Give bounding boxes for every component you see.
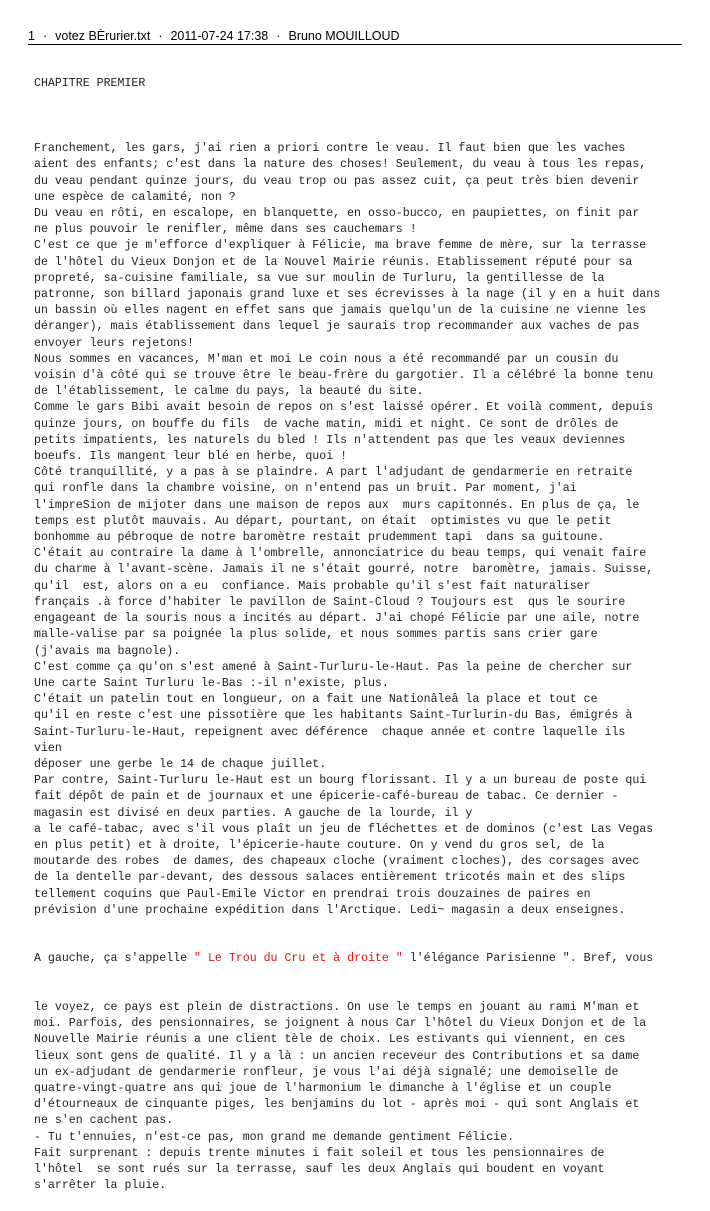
text-line: ne plus pouvoir le renifler, même dans ses cauchemars ! — [34, 223, 417, 237]
text-line: Fait surprenant : depuis trente minutes i fait soleil et tous les pensionnaires de — [34, 1146, 605, 1160]
text-line: quatre-vingt-quatre ans qui joue de l'harmonium le dimanche à l'église et un couple — [34, 1081, 612, 1095]
text-line: bonhomme au pébroque de notre baromètre restait prudemment tapi dans sa guitoune. — [34, 531, 605, 545]
text-line: Nous sommes en vacances, M'man et moi Le coin nous a été recommandé par un cousin du — [34, 352, 619, 366]
text-line: qu'il en reste c'est une pissotière que les habitants Saint-Turlurin-du Bas, émigrés à — [34, 709, 633, 723]
page-number: 1 — [28, 29, 35, 43]
text-line: Côté tranquillité, y a pas à se plaindre. A part l'adjudant de gendarmerie en retraite — [34, 466, 633, 480]
text-line: moutarde des robes de dames, des chapeaux cloche (vraiment cloches), des corsages avec — [34, 855, 640, 869]
text-line: Nouvelle Mairie réunis a une client tèle de choix. Les estivants qui viennent, en ces — [34, 1033, 626, 1047]
text-line: l'impreSion de mijoter dans une maison de repos aux murs capitonnés. En plus de ça, le — [34, 498, 640, 512]
text-line: boeufs. Ils mangent leur blé en herbe, quoi ! — [34, 450, 348, 464]
text-line: un ex-adjudant de gendarmerie ronfleur, je vous l'ai déjà signalé; une demoiselle de — [34, 1065, 619, 1079]
page-header: 1 · votez BÈrurier.txt · 2011-07-24 17:38 · Bruno MOUILLOUD — [28, 29, 400, 43]
text-line: Franchement, les gars, j'ai rien a priori contre le veau. Il faut bien que les vaches — [34, 142, 626, 156]
text-line: propreté, sa-cuisine familiale, sa vue sur moulin de Turluru, la gentillesse de la — [34, 271, 605, 285]
shop-sign-highlight: " Le Trou du Cru et à droite " — [194, 952, 403, 966]
text-line: - Tu t'ennuies, n'est-ce pas, mon grand me demande gentiment Félicie. — [34, 1130, 515, 1144]
text-line: de l'établissement, le calme du pays, la beauté du site. — [34, 385, 424, 399]
text-line: engageant de la souris nous a incités au départ. J'ai chopé Félicie par une aile, notre — [34, 612, 640, 626]
document-body — [34, 44, 686, 1211]
text-line: lieux sont gens de qualité. Il y a là : un ancien receveur des Contributions et sa dame — [34, 1049, 640, 1063]
text-line: qu'il est, alors on a eu confiance. Mais probable qu'il s'est fait naturaliser — [34, 579, 591, 593]
text-line: de l'hôtel du Vieux Donjon et de la Nouvel Mairie réunis. Etablissement réputé pour sa — [34, 255, 633, 269]
text-line: C'est ce que je m'efforce d'expliquer à Félicie, ma brave femme de mère, sur la terrasse — [34, 239, 647, 253]
red-line-before: A gauche, ça s'appelle — [34, 952, 195, 966]
red-line-after: l'élégance Parisienne ". Bref, vous — [402, 952, 654, 966]
text-line: de la dentelle par-devant, des dessous salaces entièrement tricotés main et des slips — [34, 871, 626, 885]
text-line: quinze jours, on bouffe du fils de vache matin, midi et night. Ce sont de drôles de — [34, 417, 619, 431]
text-line: C'était au contraire la dame à l'ombrelle, annonciatrice du beau temps, qui venait faire — [34, 547, 647, 561]
text-line: magasin est divisé en deux parties. A gauche de la lourde, il y — [34, 806, 473, 820]
text-line: un bassin où elles nagent en effet sans que jamais quelqu'un de la cuisine ne vienne les — [34, 304, 647, 318]
text-line: temps est plutôt mauvais. Au départ, pourtant, on était optimistes vu que le petit — [34, 514, 612, 528]
text-line: malle-valise par sa poignée la plus solide, et nous sommes partis sans crier gare — [34, 628, 598, 642]
text-line: vien — [34, 741, 62, 755]
text-line: prévision d'une prochaine expédition dans l'Arctique. Ledi~ magasin a deux enseignes. — [34, 903, 626, 917]
text-line: Saint-Turluru-le-Haut, repeignent avec déférence chaque année et contre laquelle ils — [34, 725, 626, 739]
red-line — [34, 951, 686, 967]
text-line: Comme le gars Bibi avait besoin de repos on s'est laissé opérer. Et voilà comment, depuis — [34, 401, 654, 415]
document-lines-b — [34, 1000, 686, 1194]
text-line: petits impatients, les naturels du bled ! Ils n'attendent pas que les veaux deviennes — [34, 433, 626, 447]
text-line: Du veau en rôti, en escalope, en blanquette, en osso-bucco, en paupiettes, on finit par — [34, 207, 640, 221]
text-line: (j'avais ma bagnole). — [34, 644, 181, 658]
text-line: tellement coquins que Paul-Emile Victor en prendrai trois douzaines de paires en — [34, 887, 591, 901]
file-name: votez BÈrurier.txt — [55, 29, 151, 43]
text-line: une espèce de calamité, non ? — [34, 190, 236, 204]
text-line — [34, 125, 686, 141]
text-line: C'était un patelin tout en longueur, on a fait une Nationâleâ la place et tout ce — [34, 693, 598, 707]
text-line: le voyez, ce pays est plein de distractions. On use le temps en jouant au rami M'man et — [34, 1000, 640, 1014]
text-line: a le café-tabac, avec s'il vous plaît un jeu de fléchettes et de dominos (c'est Las Vegas — [34, 822, 654, 836]
text-line: déranger), mais établissement dans lequel je saurais trop recommander aux vaches de pas — [34, 320, 640, 334]
text-line: l'hôtel se sont rués sur la terrasse, sauf les deux Anglais qui boudent en voyant — [34, 1163, 605, 1176]
text-line: C'est comme ça qu'on s'est amené à Saint-Turluru-le-Haut. Pas la peine de chercher sur — [34, 660, 633, 674]
text-line: fait dépôt de pain et de journaux et une épicerie-café-bureau de tabac. Ce dernier - — [34, 790, 619, 804]
text-line: voisin d'à côté qui se trouve être le beau-frère du gargotier. Il a célébré la bonne tenu — [34, 369, 654, 383]
text-line: d'étourneaux de cinquante piges, les benjamins du lot - après moi - qui sont Anglais et — [34, 1098, 640, 1112]
text-line: déposer une gerbe le 14 de chaque juillet. — [34, 757, 327, 771]
text-line: moi. Parfois, des pensionnaires, se joignent à nous Car l'hôtel du Vieux Donjon et de la — [34, 1017, 647, 1031]
print-datetime: 2011-07-24 17:38 — [170, 29, 269, 43]
text-line: envoyer leurs rejetons! — [34, 336, 195, 350]
text-line: français .à force d'habiter le pavillon de Saint-Cloud ? Toujours est qus le sourire — [34, 595, 626, 609]
text-line: qui ronfle dans la chambre voisine, on n'entend pas un bruit. Par moment, j'ai — [34, 482, 577, 496]
text-line: patronne, son billard japonais grand luxe et ses écrevisses à la nage (il y en a huit dans — [34, 288, 661, 302]
text-line: aient des enfants; c'est dans la nature des choses! Seulement, du veau à tous les repas, — [34, 158, 647, 172]
text-line: Par contre, Saint-Turluru le-Haut est un bourg florissant. Il y a un bureau de poste qui — [34, 774, 647, 788]
text-line: s'arrêter la pluie. — [34, 1179, 167, 1193]
text-line: en plus petit) et à droite, l'épicerie-haute couture. On y vend du gros sel, de la — [34, 838, 605, 852]
document-lines-a — [34, 125, 686, 919]
text-line: Une carte Saint Turluru le-Bas :-il n'existe, plus. — [34, 676, 389, 690]
text-line: du charme à l'avant-scène. Jamais il ne s'était gourré, notre baromètre, jamais. Suisse, — [34, 563, 654, 577]
chapter-title: CHAPITRE PREMIER — [34, 77, 146, 91]
text-line: du veau pendant quinze jours, du veau trop ou pas assez cuit, ça peut très bien devenir — [34, 174, 640, 188]
author-name: Bruno MOUILLOUD — [288, 29, 400, 43]
text-line: ne s'en cachent pas. — [34, 1114, 174, 1128]
